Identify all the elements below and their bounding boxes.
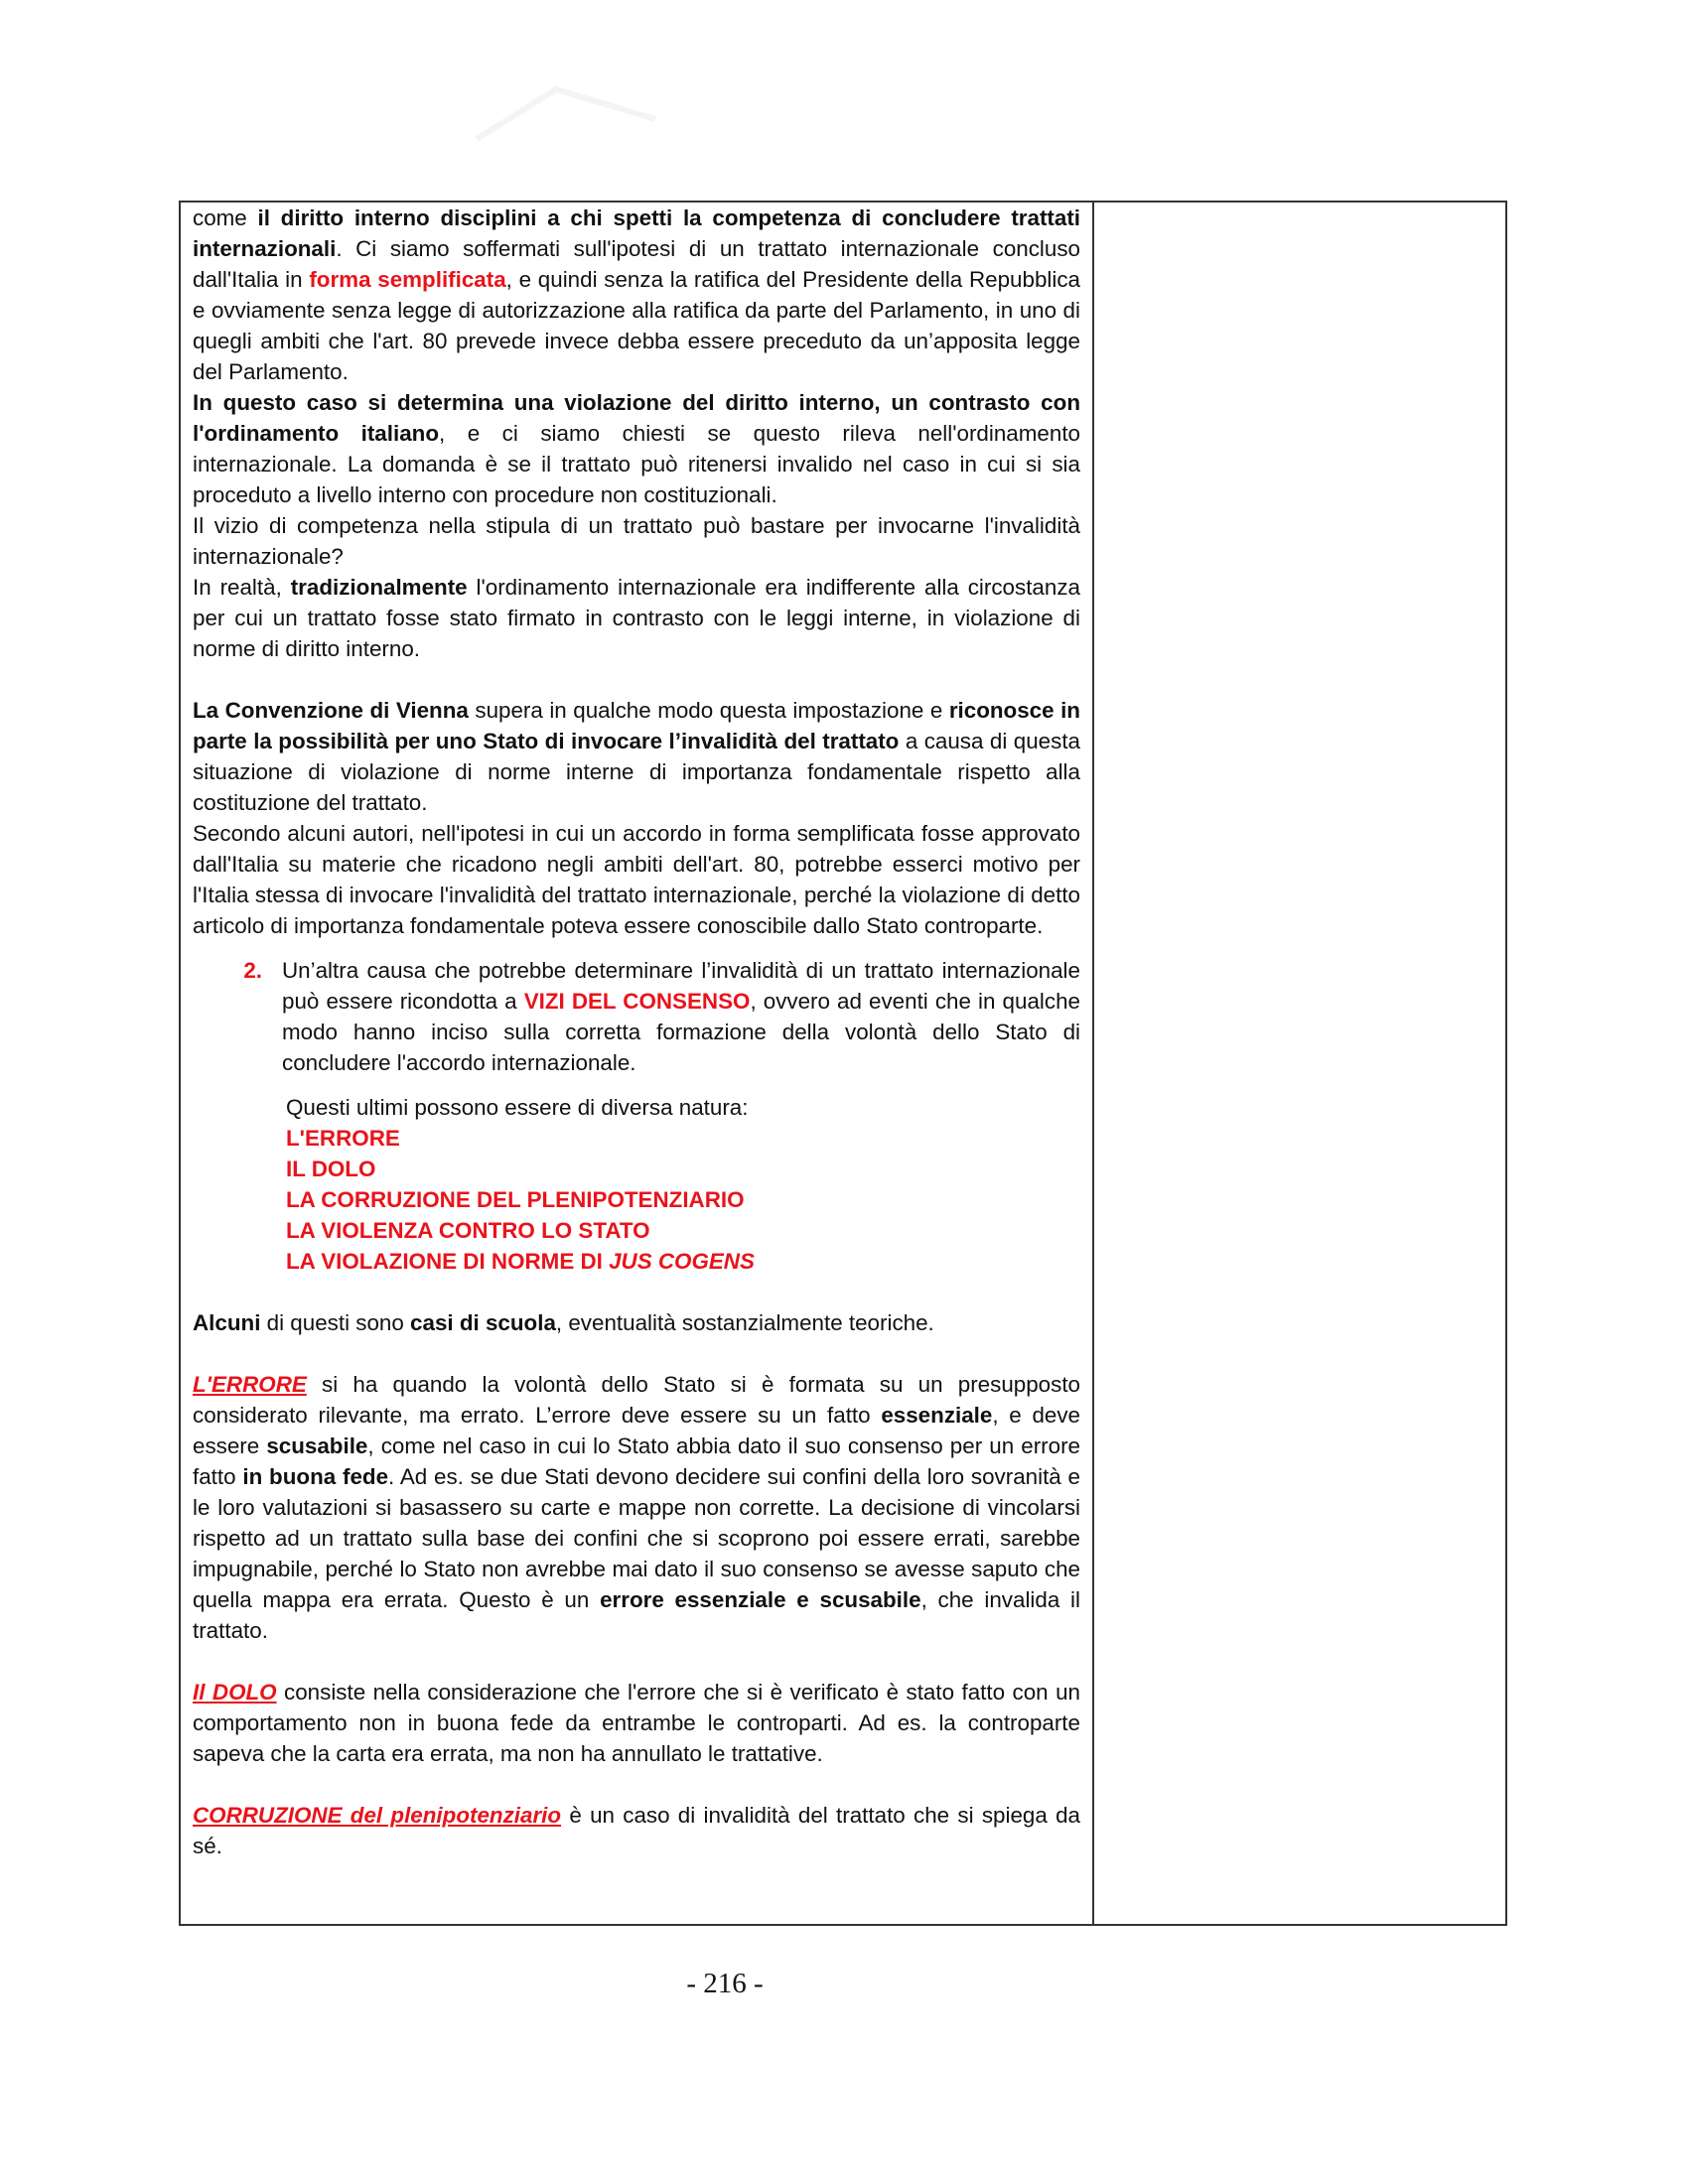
- vizi-item: IL DOLO: [286, 1157, 376, 1181]
- paragraph-3: Il vizio di competenza nella stipula di un trattato può bastare per invocarne l'invalidità internazionale?: [193, 513, 1080, 569]
- vizi-item: LA VIOLENZA CONTRO LO STATO: [286, 1218, 650, 1243]
- dolo-heading: Il DOLO: [193, 1680, 277, 1705]
- watermark-shape: [467, 79, 665, 159]
- paragraph-dolo: Il DOLO consiste nella considerazione che l'errore che si è verificato è stato fatto con un comportamento non in buona fede da entrambe le controparti. Ad es. la controparte sapeva che la carta era errata, ma non ha annullato le trattative.: [193, 1680, 1080, 1766]
- content-table: [179, 201, 1507, 1926]
- main-column: [181, 203, 1094, 1924]
- forma-semplificata-highlight: forma semplificata: [309, 267, 506, 292]
- paragraph-2: In questo caso si determina una violazione del diritto interno, un contrasto con l'ordinamento italiano, e ci siamo chiesti se questo rileva nell'ordinamento internazionale. La domanda è se il trattato può ritenersi invalido nel caso in cui si sia proceduto a livello interno con procedure non costituzionali.: [193, 390, 1080, 507]
- errore-heading: L'ERRORE: [193, 1372, 307, 1397]
- list-item-2: 2. Un’altra causa che potrebbe determinare l’invalidità di un trattato internazionale può essere ricondotta a VIZI DEL CONSENSO, ovvero ad eventi che in qualche modo hanno inciso sulla corretta formazione della volontà dello Stato di concludere l'accordo internazionale.: [193, 955, 1080, 1078]
- paragraph-4: In realtà, tradizionalmente l'ordinamento internazionale era indifferente alla circostanza per cui un trattato fosse stato firmato in contrasto con le leggi interne, in violazione di norme di diritto interno.: [193, 575, 1080, 661]
- vizi-item: L'ERRORE: [286, 1126, 400, 1151]
- paragraph-5: La Convenzione di Vienna supera in qualche modo questa impostazione e riconosce in parte la possibilità per uno Stato di invocare l’invalidità del trattato a causa di questa situazione di violazione di norme interne di importanza fondamentale rispetto alla costituzione del trattato.: [193, 698, 1080, 815]
- list-number: 2.: [243, 958, 262, 983]
- paragraph-corruzione: CORRUZIONE del plenipotenziario è un caso di invalidità del trattato che si spiega da sé.: [193, 1803, 1080, 1858]
- corruzione-heading: CORRUZIONE del plenipotenziario: [193, 1803, 562, 1828]
- vizi-list: [286, 1092, 1080, 1277]
- page-number: - 216 -: [686, 1968, 764, 1999]
- paragraph-6: Secondo alcuni autori, nell'ipotesi in cui un accordo in forma semplificata fosse approvato dall'Italia su materie che ricadono negli ambiti dell'art. 80, potrebbe esserci motivo per l'Italia stessa di invocare l'invalidità del trattato internazionale, perché la violazione di detto articolo di importanza fondamentale poteva essere conoscibile dallo Stato controparte.: [193, 821, 1080, 938]
- paragraph-7: Alcuni di questi sono casi di scuola, eventualità sostanzialmente teoriche.: [193, 1310, 934, 1335]
- paragraph-1: come il diritto interno disciplini a chi spetti la competenza di concludere trattati internazionali. Ci siamo soffermati sull'ipotesi di un trattato internazionale concluso dall'Italia in forma semplificata, e quindi senza la ratifica del Presidente della Repubblica e ovviamente senza legge di autorizzazione alla ratifica da parte del Parlamento, in uno di quegli ambiti che l'art. 80 prevede invece debba essere preceduto da un’apposita legge del Parlamento.: [193, 205, 1080, 384]
- side-column: [1094, 203, 1505, 1924]
- paragraph-errore: L'ERRORE si ha quando la volontà dello Stato si è formata su un presupposto considerato rilevante, ma errato. L’errore deve essere su un fatto essenziale, e deve essere scusabile, come nel caso in cui lo Stato abbia dato il suo consenso per un errore fatto in buona fede. Ad es. se due Stati devono decidere sui confini della loro sovranità e le loro valutazioni si basassero su carte e mappe non corrette. La decisione di vincolarsi rispetto ad un trattato sulla base dei confini che si scoprono poi essere errati, sarebbe impugnabile, perché lo Stato non avrebbe mai dato il suo consenso se avesse saputo che quella mappa era errata. Questo è un errore essenziale e scusabile, che invalida il trattato.: [193, 1372, 1081, 1643]
- vizi-item: LA CORRUZIONE DEL PLENIPOTENZIARIO: [286, 1187, 745, 1212]
- vizi-intro: Questi ultimi possono essere di diversa natura:: [286, 1095, 749, 1120]
- vizi-item: LA VIOLAZIONE DI NORME DI JUS COGENS: [286, 1249, 755, 1274]
- vizi-del-consenso-highlight: VIZI DEL CONSENSO: [523, 989, 751, 1014]
